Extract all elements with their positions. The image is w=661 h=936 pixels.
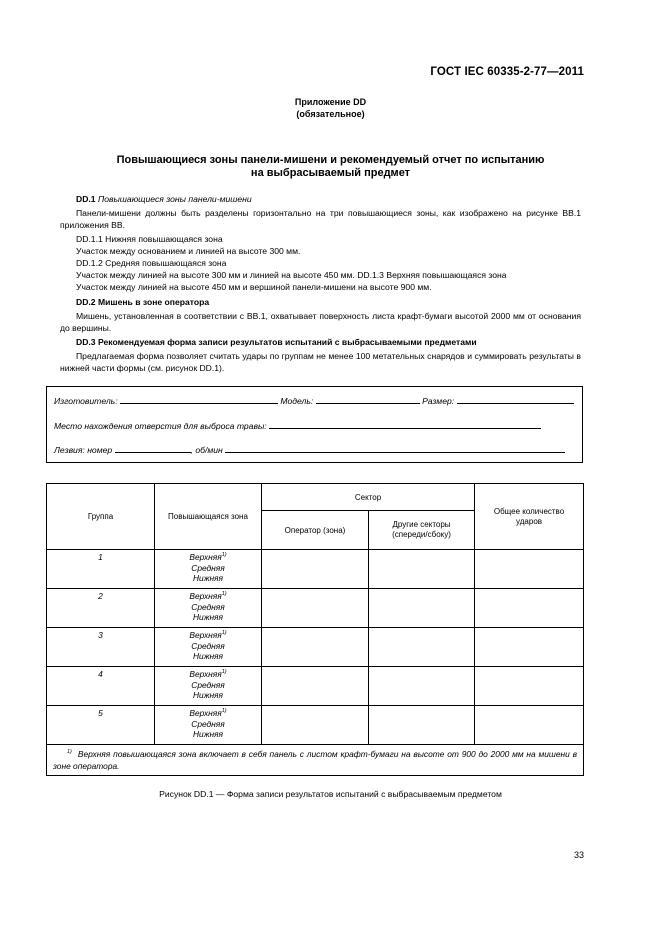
- footnote-text: Верхняя повышающаяся зона включает в себя панель с листом крафт-бумаги на высоте от 900 до 2000 мм на мишени в зоне оператора.: [53, 749, 578, 771]
- table-row: [47, 589, 584, 628]
- zone-upper: Верхняя$^{1)}$: [189, 630, 227, 640]
- zone-middle: Средняя: [191, 562, 225, 573]
- total-cell[interactable]: [475, 628, 584, 667]
- dd3-text: Предлагаемая форма позволяет считать удары по группам не менее 100 метательных снарядов и суммировать результаты в нижней части формы (см. рисунок DD.1).: [60, 351, 581, 373]
- record-form-header: [46, 386, 583, 463]
- page-title-line1: Повышающиеся зоны панели-мишени и рекомендуемый отчет по испытанию: [116, 154, 545, 166]
- annex-title: Приложение DD: [294, 97, 367, 107]
- page-number: 33: [573, 850, 584, 860]
- operator-cell[interactable]: [262, 706, 369, 745]
- zone-lower: Нижняя: [192, 573, 224, 583]
- zone-middle: Средняя: [191, 601, 225, 612]
- table-row: [47, 550, 584, 589]
- zone-upper: Верхняя$^{1)}$: [189, 591, 227, 601]
- table-row: [47, 667, 584, 706]
- total-cell[interactable]: [475, 667, 584, 706]
- dd1-heading-text: Повышающиеся зоны панели-мишени: [97, 194, 252, 204]
- col-sector-header: Сектор: [262, 484, 475, 511]
- col-other-header: Другие секторы (спереди/сбоку): [369, 511, 475, 550]
- standard-header: ГОСТ IEC 60335-2-77—2011: [430, 66, 584, 78]
- dd2-heading: DD.2 Мишень в зоне оператора: [76, 297, 210, 307]
- dd3-heading: DD.3 Рекомендуемая форма записи результатов испытаний с выбрасываемыми предметами: [76, 337, 477, 347]
- zone-upper: Верхняя$^{1)}$: [189, 552, 227, 562]
- dd1-2-text: Участок между линией на высоте 300 мм и линией на высоте 450 мм. DD.1.3 Верхняя повышающаяся зона: [76, 270, 507, 280]
- zone-list: [155, 550, 262, 589]
- operator-cell[interactable]: [262, 667, 369, 706]
- table-row: [47, 628, 584, 667]
- total-cell[interactable]: [475, 550, 584, 589]
- other-sectors-cell[interactable]: [369, 706, 475, 745]
- group-number: 3: [47, 628, 155, 667]
- dd1-number: DD.1: [76, 194, 96, 204]
- zone-list: [155, 628, 262, 667]
- dd1-1-text: Участок между основанием и линией на высоте 300 мм.: [76, 246, 301, 256]
- model-label: Модель:: [280, 396, 314, 406]
- operator-cell[interactable]: [262, 589, 369, 628]
- results-table: [46, 483, 584, 776]
- other-sectors-cell[interactable]: [369, 628, 475, 667]
- col-zone-header: Повышающаяся зона: [155, 484, 262, 550]
- group-number: 5: [47, 706, 155, 745]
- zone-middle: Средняя: [191, 679, 225, 690]
- manufacturer-field[interactable]: [120, 394, 278, 404]
- table-footnote: [47, 745, 584, 776]
- other-sectors-cell[interactable]: [369, 667, 475, 706]
- operator-cell[interactable]: [262, 550, 369, 589]
- zone-middle: Средняя: [191, 640, 225, 651]
- size-field[interactable]: [457, 394, 574, 404]
- blades-label: Лезвия: номер: [54, 445, 113, 455]
- blades-number-field[interactable]: [115, 443, 191, 453]
- total-cell[interactable]: [475, 706, 584, 745]
- dd1-2-heading: DD.1.2 Средняя повышающаяся зона: [76, 258, 227, 268]
- zone-lower: Нижняя: [192, 651, 224, 661]
- model-field[interactable]: [316, 394, 420, 404]
- col-total-header: Общее количество ударов: [475, 484, 584, 550]
- total-cell[interactable]: [475, 589, 584, 628]
- manufacturer-label: Изготовитель:: [54, 396, 118, 406]
- group-number: 2: [47, 589, 155, 628]
- grass-outlet-label: Место нахождения отверстия для выброса травы:: [54, 421, 267, 431]
- operator-cell[interactable]: [262, 628, 369, 667]
- footnote-mark: 1): [67, 749, 72, 756]
- zone-list: [155, 589, 262, 628]
- rpm-field[interactable]: [225, 443, 565, 453]
- figure-caption: Рисунок DD.1 — Форма записи результатов испытаний с выбрасываемым предметом: [159, 789, 502, 799]
- dd1-text: Панели-мишени должны быть разделены горизонтально на три повышающиеся зоны, как изображено на рисунке ВВ.1 приложения ВВ.: [60, 208, 581, 230]
- zone-lower: Нижняя: [192, 612, 224, 622]
- zone-lower: Нижняя: [192, 690, 224, 700]
- page-title-line2: на выбрасываемый предмет: [250, 167, 411, 179]
- zone-middle: Средняя: [191, 718, 225, 729]
- form-line-3: [54, 443, 565, 455]
- dd2-text: Мишень, установленная в соответствии с ВВ.1, охватывает поверхность листа крафт-бумаги высотой 2000 мм от основания до вершины.: [60, 311, 581, 333]
- annex-status: (обязательное): [296, 109, 365, 119]
- col-operator-header: Оператор (зона): [262, 511, 369, 550]
- zone-list: [155, 706, 262, 745]
- table-row: [47, 706, 584, 745]
- rpm-label: , об/мин: [190, 445, 223, 455]
- dd1-1-heading: DD.1.1 Нижняя повышающаяся зона: [76, 234, 223, 244]
- other-sectors-cell[interactable]: [369, 589, 475, 628]
- col-group-header: Группа: [47, 484, 155, 550]
- size-label: Размер:: [422, 396, 455, 406]
- form-line-2: [54, 419, 541, 431]
- zone-lower: Нижняя: [192, 729, 224, 739]
- group-number: 4: [47, 667, 155, 706]
- dd1-3-text: Участок между линией на высоте 450 мм и вершиной панели-мишени на высоте 900 мм.: [76, 282, 432, 292]
- group-number: 1: [47, 550, 155, 589]
- dd1-heading: [60, 193, 581, 205]
- table-footnote-row: [47, 745, 584, 776]
- grass-outlet-field[interactable]: [269, 419, 541, 429]
- other-sectors-cell[interactable]: [369, 550, 475, 589]
- zone-upper: Верхняя$^{1)}$: [189, 708, 227, 718]
- zone-upper: Верхняя$^{1)}$: [189, 669, 227, 679]
- form-line-1: [54, 394, 574, 406]
- zone-list: [155, 667, 262, 706]
